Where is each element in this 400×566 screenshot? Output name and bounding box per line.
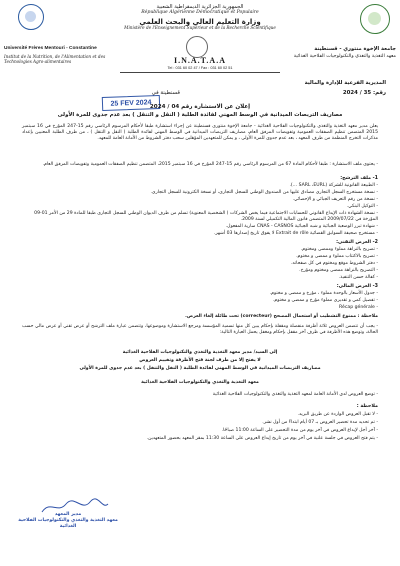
list-item: - شهادة تبرر الوضعية الجبائية و شبه الجبائية CNAS - CASNOS سارية المفعول. (225, 224, 378, 229)
institute-acronym: I.N.A.T.A.A (174, 56, 226, 65)
list-item: - Récap générale (339, 305, 378, 310)
list-item: - تفصيل كمي و تقديري مملوء مؤرخ و ممضى و مختوم. (272, 298, 378, 303)
date-stamp: 25 FEV 2024 (102, 95, 160, 111)
reference-number: رقم: 35 / 2024 (342, 90, 386, 96)
contact-line: Tel : 031 60 02 47 / Fax : 031 60 02 51 (167, 66, 233, 70)
list-item: - تصريح بالاكتتاب مملوء و ممضى و مختوم. (296, 254, 378, 259)
signature-title: مدير المعهد (54, 512, 82, 517)
section2-title: 2- العرض التقني: (336, 240, 378, 245)
ministry-ar: وزارة التعليم العالي والبحث العلمي (139, 18, 261, 26)
list-item: - نسخة مستخرج السجل التجاري مصادق عليها من الصندوق الوطني للسجل التجاري، أو نسخة الكترونية للسجل التجاري. (150, 190, 378, 195)
list-item: - التوكيل البنكي. (346, 204, 378, 209)
announcement-subject: مصاريف التربصات الميدانية في الوسط المهني لفائدة الطلبة ( النقل و التنقل ) بعد عدم جدوى للمرة الأولى (57, 112, 343, 118)
inataa-seal-icon (186, 36, 208, 58)
list-item: - كفالة حسن التنفيذ. (338, 275, 378, 280)
list-item: - آخر أجل لإيداع العروض في آخر يوم من مدة التحضير على الساعة 11:00 صباحًا. (221, 428, 378, 433)
institute-ar: معهد التغذية والتغذي والتكنولوجيات الفلاحية الغذائية (293, 54, 396, 59)
signature-name: معهد التغذية والتغذي والتكنولوجيات الفلاحية الغذائية (18, 518, 118, 529)
envelope-address-3: مصاريف التربصات الميدانية في الوسط المهني لفائدة الطلبة ( النقل والتنقل ) بعد عدم جدوى للمرة الأولى (79, 366, 321, 371)
remark: ملاحظة : ممنوع التشطيب أو استعمال المصحح (correcteur) تحت طائلة إلغاء العرض. (185, 314, 378, 319)
date-place: قسنطينة في (151, 90, 180, 96)
envelope-address-1: إلى السيد/ مدير معهد التغذية والتغذي والتكنولوجيات الفلاحية الغذائية (122, 350, 278, 355)
ministry-fr: Ministère de l'Enseignement Supérieur et de la Recherche Scientifique (124, 25, 276, 30)
signature-stamp (18, 512, 118, 530)
sub-direction: المديرية الفرعية للإدارة والمالية (304, 80, 386, 86)
list-item: - تصريح بالنزاهة مملوء وممضى ومختوم. (300, 247, 378, 252)
intro-paragraph: يعلن مدير معهد التغذية والتغذي والتكنولوجيات الفلاحية الغذائية - جامعة الإخوة منتوري قسنطينة عن إجراء استشارة طبقا لأحكام المرسوم الرئاسي رقم 15-247 المؤرخ في 16 سبتمبر 2015 المتضمن تنظيم الصفقات العمومية وتفويضات المرفق العام، مصاريف التربصات الميدانية في الوسط المهني لفائدة الطلبة ( النقل و التنقل ) ، من طرف الطلبة المعنيين بإعداد مذكرات التخرج المنظمة من طرف المعهد ، بعد عدم جدوى للمرة الأولى ، و يمكن للمتعهدين المؤهلين سحب دفتر الشروط من الأمانة العامة للمعهد. (22, 124, 378, 141)
institute-logo-icon (360, 4, 390, 34)
list-item: - التصريح بالنزاهة ممضى ومختوم ومؤرخ. (299, 268, 378, 273)
list-item: - نسخة من رقم التعريف الجبائي و الإحصائي. (292, 197, 378, 202)
list-item: - جدول الأسعار بالوحدة مملوء ، مؤرخ و ممضى و مختوم. (269, 291, 378, 296)
republic-ar: الجمهورية الجزائرية الديمقراطية الشعبية (156, 4, 244, 10)
republic-fr: République Algérienne Démocratique et Populaire (141, 10, 259, 15)
university-ar: جامعة الإخوة منتوري - قسنطينة (314, 46, 396, 52)
university-fr: Université Frères Mentouri - Constantine (4, 46, 97, 51)
announcement-title: إعلان عن الاستشارة رقم 04 / 2024 (149, 104, 251, 110)
list-item: - نسخة الشهادة ذات الإيداع القانوني للحسابات الاجتماعية فيما يخص الشركات ( الشخصية المعنوية) تسلم من طرف الديوان الوطني للسجل التجاري طبقا للمادة 29 من الأمر 01-09 المؤرخة في 2009/07/22 المتضمن قانون المالية التكميلي لسنة 2009. (34, 211, 378, 222)
list-item: - دفتر الشروط موقع ومختوم في كل صفحاته. (290, 261, 378, 266)
list-item: - لا تقبل العروض الواردة عن طريق البريد. (297, 412, 378, 417)
deposit-text: - توضع العروض لدى الأمانة العامة لمعهد التغذية والتغذي والتكنولوجيات الفلاحية الغذائية (212, 392, 378, 397)
university-logo-icon (18, 4, 44, 30)
list-item: - مستخرج صحيفة السوابق القضائية Extrait de rôle لا يفوق تاريخ إصدارها 03 أشهر. (213, 231, 378, 236)
list-item: - يتم فتح العروض في جلسة علنية في آخر يوم من تاريخ إيداع العروض على الساعة 11:30 بمقر المعهد بحضور المتعهدين. (146, 436, 378, 441)
envelope-address-2: لا يفتح إلا من طرف لجنة فتح الأظرفة وتقييم العروض (139, 358, 261, 363)
list-item: - الطبيعة القانونية للشركة (SARL ،EURL ...). (289, 183, 378, 188)
notes-title: ملاحظة : (356, 404, 378, 409)
institute-line: معهد التغذية والتغذي والتكنولوجيات الفلاحية الغذائية (141, 380, 259, 385)
conditions-note: - يحتوي ملف الاستشارة : طبقا لأحكام المادة 67 من المرسوم الرئاسي رقم 15-247 المؤرخ في 16 سبتمبر 2015، المتضمن تنظيم الصفقات العمومية وتفويضات المرفق العام. (42, 162, 378, 167)
list-item: - تم تحديد مدة تحضير العروض بـ 07 أيام ابتداءً من أول نشر. (262, 420, 378, 425)
header-divider (120, 72, 280, 73)
section3-title: 3- العرض المالي: (336, 284, 378, 289)
institute-fr: Institut de la Nutrition, de l'Alimentation et des Technologies Agro-alimentaires (4, 54, 106, 65)
envelope-instructions: - يجب أن تتضمن العروض ثلاثة أظرفة منفصلة ومقفلة بإحكام يبين كل منها تسمية المؤسسة ومرجع الاستشارة وموضوعها، وتتضمن عبارة ملف الترشح أو عرض تقني أو عرض مالي حسب الحالة، وتوضع هذه الأظرفة في ظرف آخر مقفل بإحكام ومغفل يحمل العبارة التالية: (22, 324, 378, 335)
section1-title: 1- ملف الترشح: (340, 176, 378, 181)
